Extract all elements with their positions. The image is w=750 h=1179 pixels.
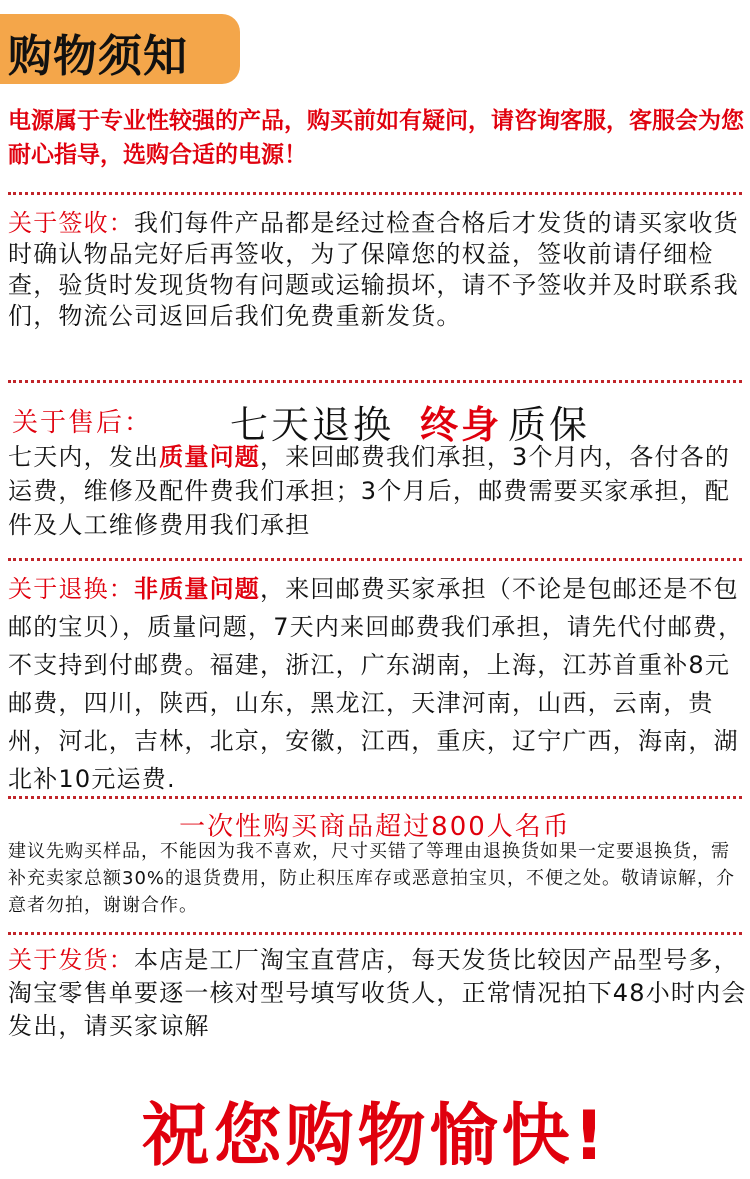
returns-highlight: 非质量问题	[134, 575, 260, 603]
divider	[8, 796, 742, 799]
closing-message: 祝您购物愉快!	[141, 1097, 609, 1176]
shipping-text: 本店是工厂淘宝直营店，每天发货比较因产品型号多，淘宝零售单要逐一核对型号填写收货人，正常情况拍下48小时内会发出，请买家谅解	[8, 946, 747, 1040]
shipping-label: 关于发货：	[8, 946, 134, 974]
after-sales-section	[8, 440, 748, 542]
sign-section	[8, 208, 748, 332]
after-sales-text-a: 七天内，发出	[8, 443, 160, 471]
divider	[8, 380, 742, 383]
after-sales-header	[8, 394, 748, 447]
divider	[8, 932, 742, 935]
slogan-warranty: 质保	[508, 403, 591, 447]
bulk-text: 建议先购买样品，不能因为我不喜欢，尺寸买错了等理由退换货如果一定要退换货，需补充卖家总额30%的退货费用，防止积压库存或恶意拍宝贝，不便之处。敬请谅解，介意者勿拍，谢谢合作。	[8, 841, 736, 916]
divider	[8, 192, 742, 195]
bulk-heading: 一次性购买商品超过800人名币	[179, 812, 571, 842]
slogan-return: 七天退换	[230, 403, 395, 447]
after-sales-highlight: 质量问题	[159, 443, 261, 471]
sign-text: 我们每件产品都是经过检查合格后才发货的请买家收货时确认物品完好后再签收，为了保障您的权益，签收前请仔细检查，验货时发现货物有问题或运输损坏，请不予签收并及时联系我们，物流公司返回后我们免费重新发货。	[8, 209, 739, 330]
title-banner	[0, 14, 240, 84]
page-title: 购物须知	[8, 31, 188, 82]
slogan-lifetime: 终身	[420, 403, 503, 447]
divider	[8, 558, 742, 561]
returns-text: ，来回邮费买家承担（不论是包邮还是不包邮的宝贝），质量问题，7天内来回邮费我们承担，请先代付邮费，不支持到付邮费。福建，浙江，广东湖南，上海，江苏首重补8元邮费，四川，陕西，山东，黑龙江，天津河南，山西，云南，贵州，河北，吉林，北京，安徽，江西，重庆，辽宁广西，海南，湖北补10元运费.	[8, 575, 744, 793]
intro-text: 电源属于专业性较强的产品，购买前如有疑问，请咨询客服，客服会为您耐心指导，选购合适的电源！	[8, 108, 744, 168]
returns-label: 关于退换：	[8, 575, 134, 603]
after-sales-text-b: ，来回邮费我们承担，3个月内，各付各的运费，维修及配件费我们承担；3个月后，邮费需要买家承担，配件及人工维修费用我们承担	[8, 443, 731, 539]
sign-label: 关于签收：	[8, 209, 134, 237]
shipping-section	[8, 944, 748, 1043]
after-sales-label: 关于售后：	[12, 408, 153, 438]
returns-section	[8, 570, 748, 798]
